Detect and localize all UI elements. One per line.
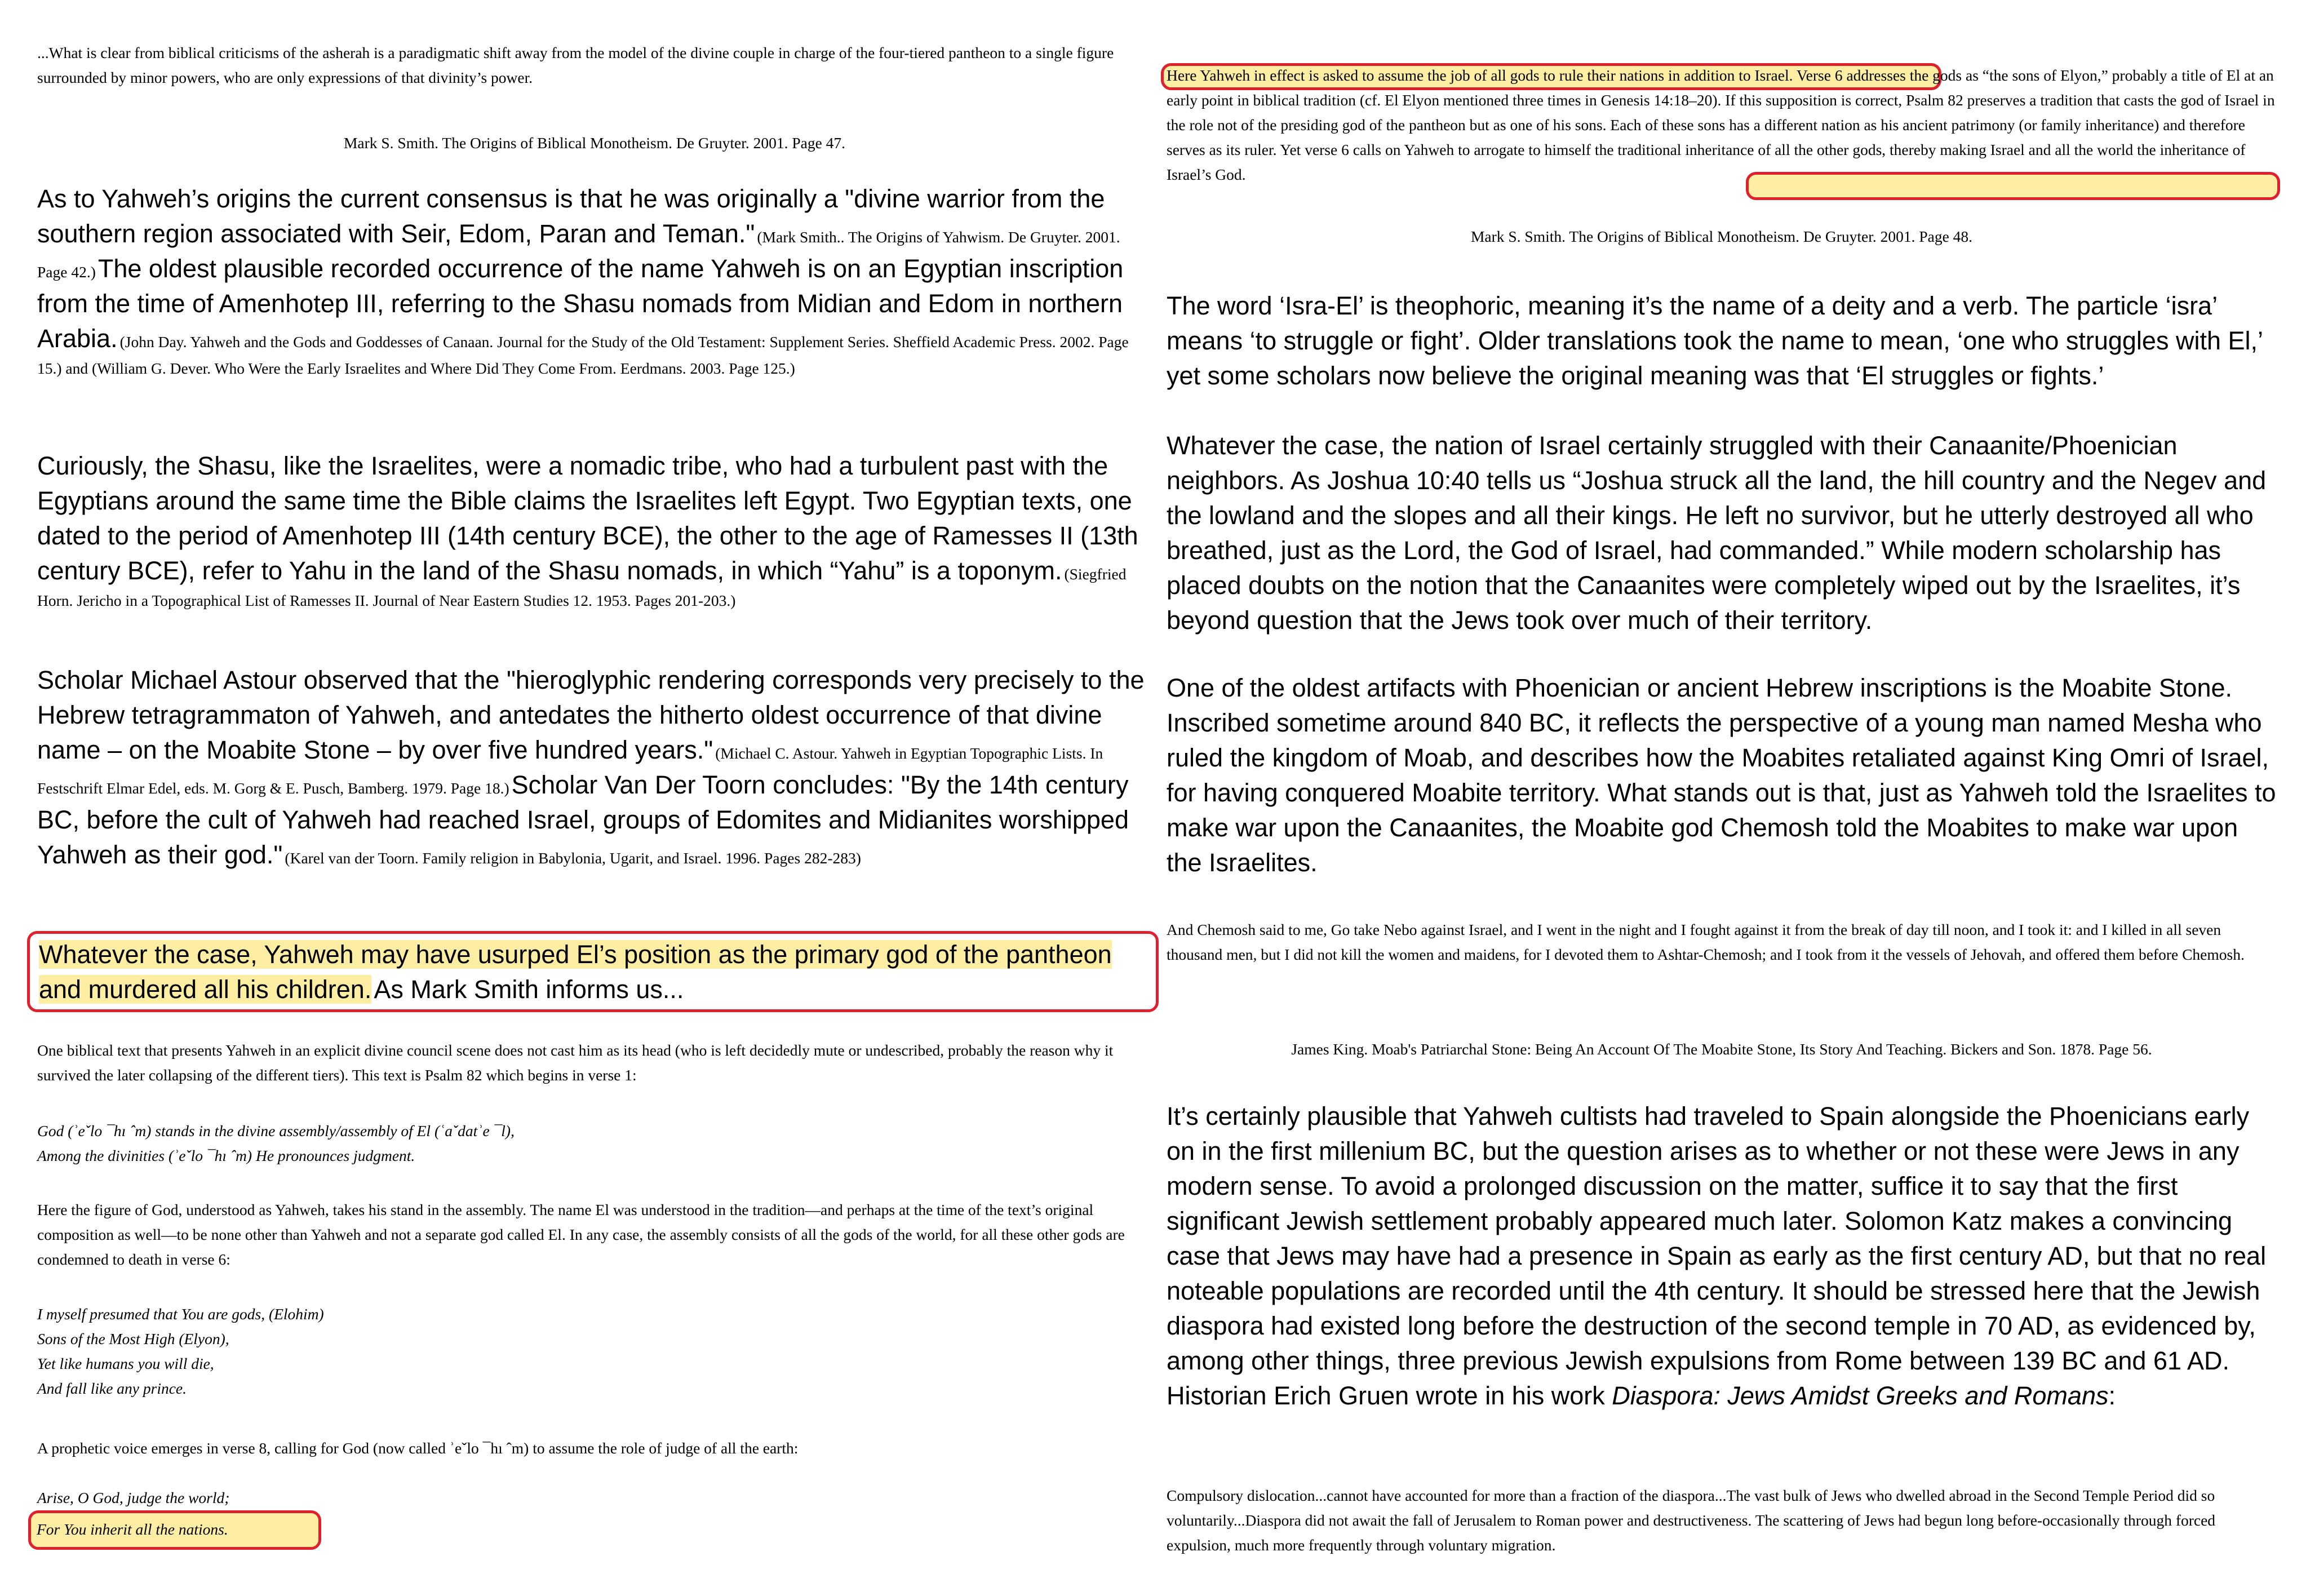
van-der-toorn-citation: (Karel van der Toorn. Family religion in Babylonia, Ugarit, and Israel. 1996. Pages 282-283) bbox=[285, 849, 861, 867]
verse-1-line-1: God (ʾeˇlo ¯hı ˆm) stands in the divine assembly/assembly of El (ʿaˇdatʾe ¯l), bbox=[37, 1122, 515, 1140]
psalm-intro-quote: One biblical text that presents Yahweh in an explicit divine council scene does not cast him as its head (who is left decidedly mute or undescribed, probably the reason why it survived the later collapsing of the different tiers). This text is Psalm 82 which begins in verse 1: bbox=[37, 1041, 1114, 1084]
verse-8-highlight-text: For You inherit all the nations. bbox=[37, 1520, 228, 1538]
van-der-toorn-text: Scholar Van Der Toorn concludes: "By the 14th century BC, before the cult of Yahweh had reached Israel, groups of Edomites and Midianites worshipped Yahweh as their god." bbox=[37, 770, 1129, 869]
usurped-rest-text: As Mark Smith informs us... bbox=[374, 975, 684, 1004]
astour-citation: (Michael C. Astour. Yahweh in Egyptian Topographic Lists. In Festschrift Elmar Edel, eds. M. Gorg & E. Pusch, Bamberg. 1979. Page 18.) bbox=[37, 744, 1103, 797]
verse-6 bbox=[37, 1302, 1152, 1401]
verse-1 bbox=[37, 1119, 1152, 1168]
origins-text-a: As to Yahweh’s origins the current consensus is that he was originally a "divine warrior from the southern region associated with Seir, Edom, Paran and Teman." bbox=[37, 184, 1105, 248]
spain-book-title: Diaspora: Jews Amidst Greeks and Romans bbox=[1612, 1381, 2109, 1410]
paragraph-joshua: Whatever the case, the nation of Israel certainly struggled with their Canaanite/Phoenician neighbors. As Joshua 10:40 tells us “Joshua struck all the land, the hill country and the Negev and the lowland and the slopes and all their kings. He left no survivor, but he utterly destroyed all who breathed, just as the Lord, the God of Israel, had commanded.” While modern scholarship has placed doubts on the notion that the Canaanites were completely wiped out by the Israelites, it’s beyond question that the Jews took over much of their territory. bbox=[1167, 431, 2267, 635]
verse-6-line-1: I myself presumed that You are gods, (Elohim) bbox=[37, 1305, 324, 1323]
paragraph-spain bbox=[1167, 1099, 2277, 1413]
usurped-highlight-text: Whatever the case, Yahweh may have usurped El’s position as the primary god of the pantheon and murdered all his children. bbox=[39, 940, 1112, 1004]
verse-8-line-1: Arise, O God, judge the world; bbox=[37, 1489, 230, 1506]
origins-citation-a: (Mark Smith.. The Origins of Yahwism. De Gruyter. 2001. Page 42.) bbox=[37, 228, 1120, 281]
smith-quote-middle: Verse 6 addresses the gods as “the sons of Elyon,” probably a title of El at an early point in biblical tradition (cf. El Elyon mentioned three times in Genesis 14:18–20). If this supposition is correct, Psalm 82 preserves a tradition that casts the god of Israel in the role not of the presiding god of the pantheon but as one of his sons. Each of these sons has a different nation as his ancient patrimony (or family inheritance) and therefore serves as its ruler. Yet verse 6 calls on Yahweh to arrogate to himself the traditional inheritance of all the other gods, thereby bbox=[1167, 66, 2275, 158]
chemosh-quote: And Chemosh said to me, Go take Nebo against Israel, and I went in the night and I fought against it from the break of day till noon, and I took it: and I killed in all seven thousand men, but I did not kill the women and maidens, for I devoted them to Ashtar-Chemosh; and I took from it the vessels of Jehovah, and offered them before Chemosh. bbox=[1167, 921, 2245, 963]
paragraph-moabite-stone: One of the oldest artifacts with Phoenician or ancient Hebrew inscriptions is the Moabite Stone. Inscribed sometime around 840 BC, it reflects the perspective of a young man named Mesha who ruled the kingdom of Moab, and describes how the Moabites retaliated against King Omri of Israel, for having conquered Moabite territory. What stands out is that, just as Yahweh told the Israelites to make war upon the Canaanites, the Moabite god Chemosh told the Moabites to make war upon the Israelites. bbox=[1167, 673, 2276, 877]
origins-citation-b: (John Day. Yahweh and the Gods and Goddesses of Canaan. Journal for the Study of the Old Testament: Supplement Series. Sheffield Academic Press. 2002. Page 15.) and (William G. Dever. Who Were the Early Israelites and Where Did They Come From. Eerdmans. 2003. Page 125.) bbox=[37, 333, 1129, 377]
spain-text: It’s certainly plausible that Yahweh cultists had traveled to Spain alongside the Phoenicians early on in the first millenium BC, but the question arises as to whether or not these were Jews in any modern sense. To avoid a prolonged discussion on the matter, suffice it to say that the first significant Jewish settlement probably appeared much later. Solomon Katz makes a convincing case that Jews may have had a presence in Spain as early as the first century AD, but that no real noteable populations are recorded until the 4th century. It should be stressed here that the Jewish diaspora had existed long before the destruction of the second temple in 70 AD, as evidenced by, among other things, three previous Jewish expulsions from Rome between 139 BC and 61 AD. Historian Erich Gruen wrote in his work bbox=[1167, 1102, 2267, 1410]
paragraph-shasu bbox=[37, 449, 1152, 613]
origins-text-b: The oldest plausible recorded occurrence of the name Yahweh is on an Egyptian inscription from the time of Amenhotep III, referring to the Shasu nomads from Midian and Edom in northern Arabia. bbox=[37, 254, 1124, 353]
paragraph-isra-el: The word ‘Isra-El’ is theophoric, meaning it’s the name of a deity and a verb. The particle ‘isra’ means ‘to struggle or fight’. Older translations took the name to mean, ‘one who struggles with El,’ yet some scholars now believe the original meaning was that ‘El struggles or fights.’ bbox=[1167, 291, 2263, 390]
figure-of-god-quote: Here the figure of God, understood as Yahweh, takes his stand in the assembly. The name El was understood in the tradition—and perhaps at the time of the text’s original composition as well—to be none other than Yahweh and not a separate god called El. In any case, the assembly consists of all the gods of the world, for all these other gods are condemned to death in verse 6: bbox=[37, 1201, 1125, 1268]
astour-text: Scholar Michael Astour observed that the "hieroglyphic rendering corresponds very precisely to the Hebrew tetragrammaton of Yahweh, and antedates the hitherto oldest occurrence of that divine name – on the Moabite Stone – by over five hundred years." bbox=[37, 666, 1145, 764]
paragraph-origins bbox=[37, 181, 1152, 381]
highlight-box-inherit bbox=[28, 1510, 321, 1550]
verse-6-line-3: Yet like humans you will die, bbox=[37, 1355, 214, 1372]
smith-citation: Mark S. Smith. The Origins of Biblical Monotheism. De Gruyter. 2001. Page 48. bbox=[1470, 228, 1973, 245]
verse-6-line-4: And fall like any prince. bbox=[37, 1380, 187, 1397]
spain-colon: : bbox=[2108, 1381, 2116, 1410]
verse-1-line-2: Among the divinities (ʾeˇlo ¯hı ˆm) He pronounces judgment. bbox=[37, 1147, 415, 1164]
intro-quote: ...What is clear from biblical criticisms of the asherah is a paradigmatic shift away from the model of the divine couple in charge of the four-tiered pantheon to a single figure surrounded by minor powers, who are only expressions of that divinity’s power. bbox=[37, 44, 1114, 86]
shasu-text: Curiously, the Shasu, like the Israelites, were a nomadic tribe, who had a turbulent past with the Egyptians around the same time the Bible claims the Israelites left Egypt. Two Egyptian texts, one dated to the period of Amenhotep III (14th century BCE), the other to the age of Ramesses II (13th century BCE), refer to Yahu in the land of the Shasu nomads, in which “Yahu” is a toponym. bbox=[37, 451, 1138, 585]
shasu-citation: (Siegfried Horn. Jericho in a Topographical List of Ramesses II. Journal of Near Eastern Studies 12. 1953. Pages 201-203.) bbox=[37, 565, 1127, 609]
smith-highlight-2: making Israel and all the world the inheritance of Israel’s God. bbox=[1167, 141, 2246, 183]
prophetic-voice-quote: A prophetic voice emerges in verse 8, calling for God (now called ʾeˇlo ¯hı ˆm) to assume the role of judge of all the earth: bbox=[37, 1439, 799, 1457]
smith-quote bbox=[1167, 63, 2277, 187]
king-citation: James King. Moab's Patriarchal Stone: Being An Account Of The Moabite Stone, Its Story And Teaching. Bickers and Son. 1878. Page 56. bbox=[1291, 1040, 2152, 1058]
verse-6-line-2: Sons of the Most High (Elyon), bbox=[37, 1330, 229, 1347]
smith-highlight-1: Here Yahweh in effect is asked to assume the job of all gods to rule their nations in addition to Israel. bbox=[1167, 66, 1793, 84]
gruen-quote: Compulsory dislocation...cannot have accounted for more than a fraction of the diaspora...The vast bulk of Jews who dwelled abroad in the Second Temple Period did so voluntarily...Diaspora did not await the fall of Jerusalem to Roman power and destructiveness. The scattering of Jews had begun long before-occasionally through forced expulsion, much more frequently through voluntary migration. bbox=[1167, 1487, 2216, 1554]
highlight-box-usurped bbox=[27, 931, 1159, 1012]
intro-citation: Mark S. Smith. The Origins of Biblical Monotheism. De Gruyter. 2001. Page 47. bbox=[343, 134, 846, 152]
paragraph-astour bbox=[37, 663, 1152, 872]
